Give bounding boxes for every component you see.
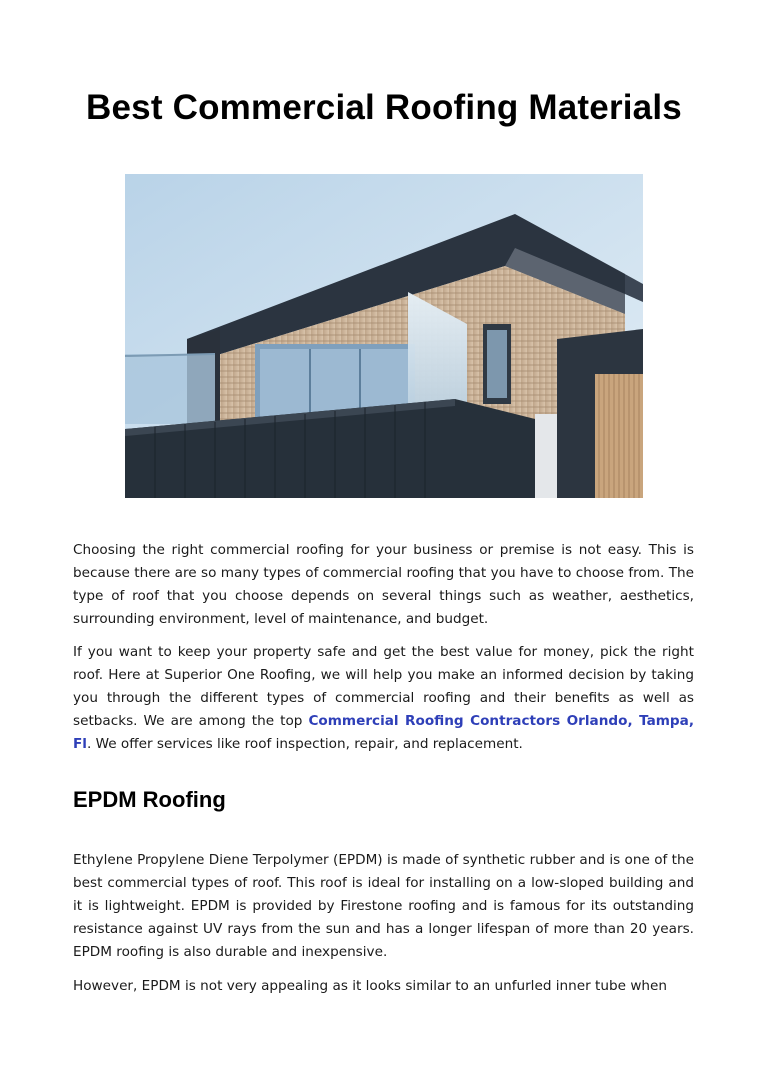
intro-paragraph-1: Choosing the right commercial roofing for your business or premise is not easy. This is because there are so many types of commercial roofing that you have to choose from. The type of roof that you choose depends on several things such as weather, aesthetics, surrounding environment, level of maintenance, and budget. (73, 542, 694, 627)
intro-p2-text-before: If you want to keep your property safe and get the best value for money, pick the right roof. Here at Superior One Roofing, we will help you make an informed decision by taking you through the different types of commercial roofing and their benefits as well as setbacks. We are among the top (73, 644, 694, 729)
epdm-paragraph-2: However, EPDM is not very appealing as it looks similar to an unfurled inner tube when (73, 978, 668, 994)
building-photo (125, 174, 643, 498)
section-heading-epdm: EPDM Roofing (73, 787, 226, 812)
intro-p2-text-after: . We offer services like roof inspection, repair, and replacement. (86, 736, 523, 752)
intro-paragraph-2 (73, 641, 694, 756)
hero-image (125, 174, 643, 498)
page-title: Best Commercial Roofing Materials (86, 88, 682, 127)
contractors-link[interactable]: Commercial Roofing Contractors Orlando, Tampa, Fl (73, 713, 695, 752)
epdm-paragraph-1: Ethylene Propylene Diene Terpolymer (EPDM) is made of synthetic rubber and is one of the best commercial types of roof. This roof is ideal for installing on a low-sloped building and it is lightweight. EPDM is provided by Firestone roofing and is famous for its outstanding resistance against UV rays from the sun and has a longer lifespan of more than 20 years. EPDM roofing is also durable and inexpensive. (73, 852, 694, 960)
